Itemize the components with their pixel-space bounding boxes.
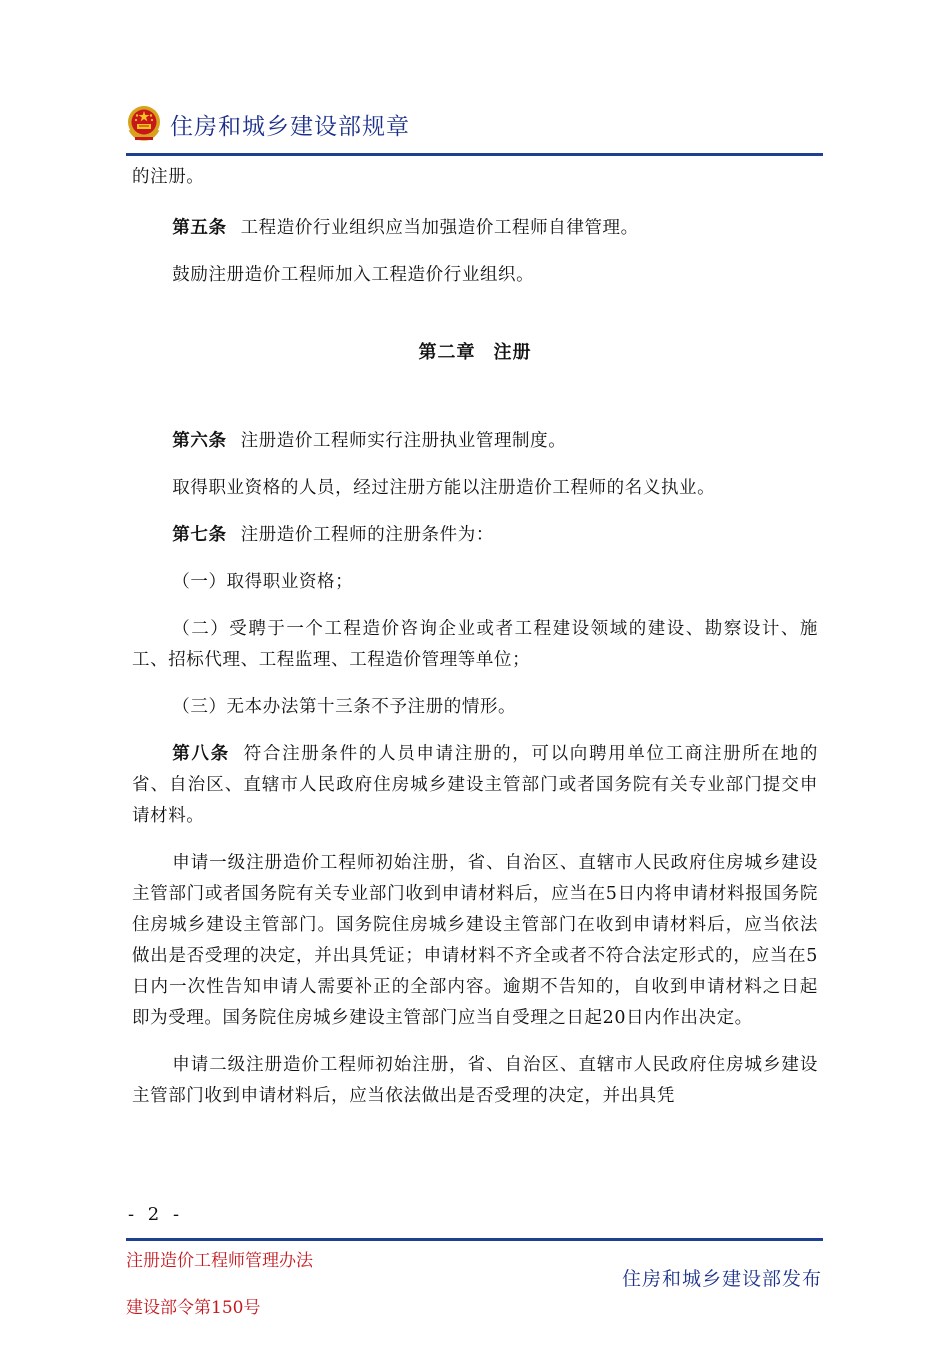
article-5 xyxy=(132,213,818,244)
footer-doc-number: 建设部令第150号 xyxy=(126,1298,261,1318)
footer-doc-title: 注册造价工程师管理办法 xyxy=(126,1251,313,1271)
article-8 xyxy=(132,739,818,832)
article-6-paragraph-2: 取得职业资格的人员，经过注册方能以注册造价工程师的名义执业。 xyxy=(172,478,716,498)
article-text: 注册造价工程师实行注册执业管理制度。 xyxy=(240,431,567,451)
article-7 xyxy=(132,520,818,551)
chapter-heading xyxy=(132,337,818,368)
article-text: 注册造价工程师的注册条件为： xyxy=(240,525,494,545)
article-label: 第八条 xyxy=(172,744,230,764)
national-emblem-icon xyxy=(126,104,162,142)
article-label: 第六条 xyxy=(172,431,227,451)
article-text: 符合注册条件的人员申请注册的，可以向聘用单位工商注册所在地的省、自治区、直辖市人民政府住房城乡建设主管部门或者国务院有关专业部门提交申请材料。 xyxy=(132,744,818,826)
chapter-title: 注册 xyxy=(493,342,532,363)
footer-publisher: 住房和城乡建设部发布 xyxy=(621,1268,822,1290)
article-label: 第五条 xyxy=(172,218,227,238)
article-label: 第七条 xyxy=(172,525,227,545)
article-8-paragraph-2: 申请一级注册造价工程师初始注册，省、自治区、直辖市人民政府住房城乡建设主管部门或者国务院有关专业部门收到申请材料后，应当在5日内将申请材料报国务院住房城乡建设主管部门。国务院住房城乡建设主管部门在收到申请材料后，应当依法做出是否受理的决定，并出具凭证；申请材料不齐全或者不符合法定形式的，应当在5日内一次性告知申请人需要补正的全部内容。逾期不告知的，自收到申请材料之日起即为受理。国务院住房城乡建设主管部门应当自受理之日起20日内作出决定。 xyxy=(132,853,818,1028)
page-number: - 2 - xyxy=(128,1204,184,1225)
chapter-label: 第二章 xyxy=(418,342,476,363)
list-item: （三）无本办法第十三条不予注册的情形。 xyxy=(172,697,517,717)
list-item: （一）取得职业资格； xyxy=(172,572,354,592)
article-5-paragraph-2: 鼓励注册造价工程师加入工程造价行业组织。 xyxy=(172,265,535,285)
page-header xyxy=(126,100,823,158)
article-8-paragraph-3: 申请二级注册造价工程师初始注册，省、自治区、直辖市人民政府住房城乡建设主管部门收到申请材料后，应当依法做出是否受理的决定，并出具凭 xyxy=(132,1055,818,1106)
header-title: 住房和城乡建设部规章 xyxy=(170,114,410,140)
paragraph-continuation: 的注册。 xyxy=(132,167,205,187)
list-item: （二）受聘于一个工程造价咨询企业或者工程建设领域的建设、勘察设计、施工、招标代理、工程监理、工程造价管理等单位； xyxy=(132,619,818,670)
article-6 xyxy=(132,426,818,457)
footer-divider xyxy=(126,1238,823,1241)
document-body xyxy=(132,162,818,1128)
header-divider xyxy=(126,153,823,156)
article-text: 工程造价行业组织应当加强造价工程师自律管理。 xyxy=(240,218,639,238)
